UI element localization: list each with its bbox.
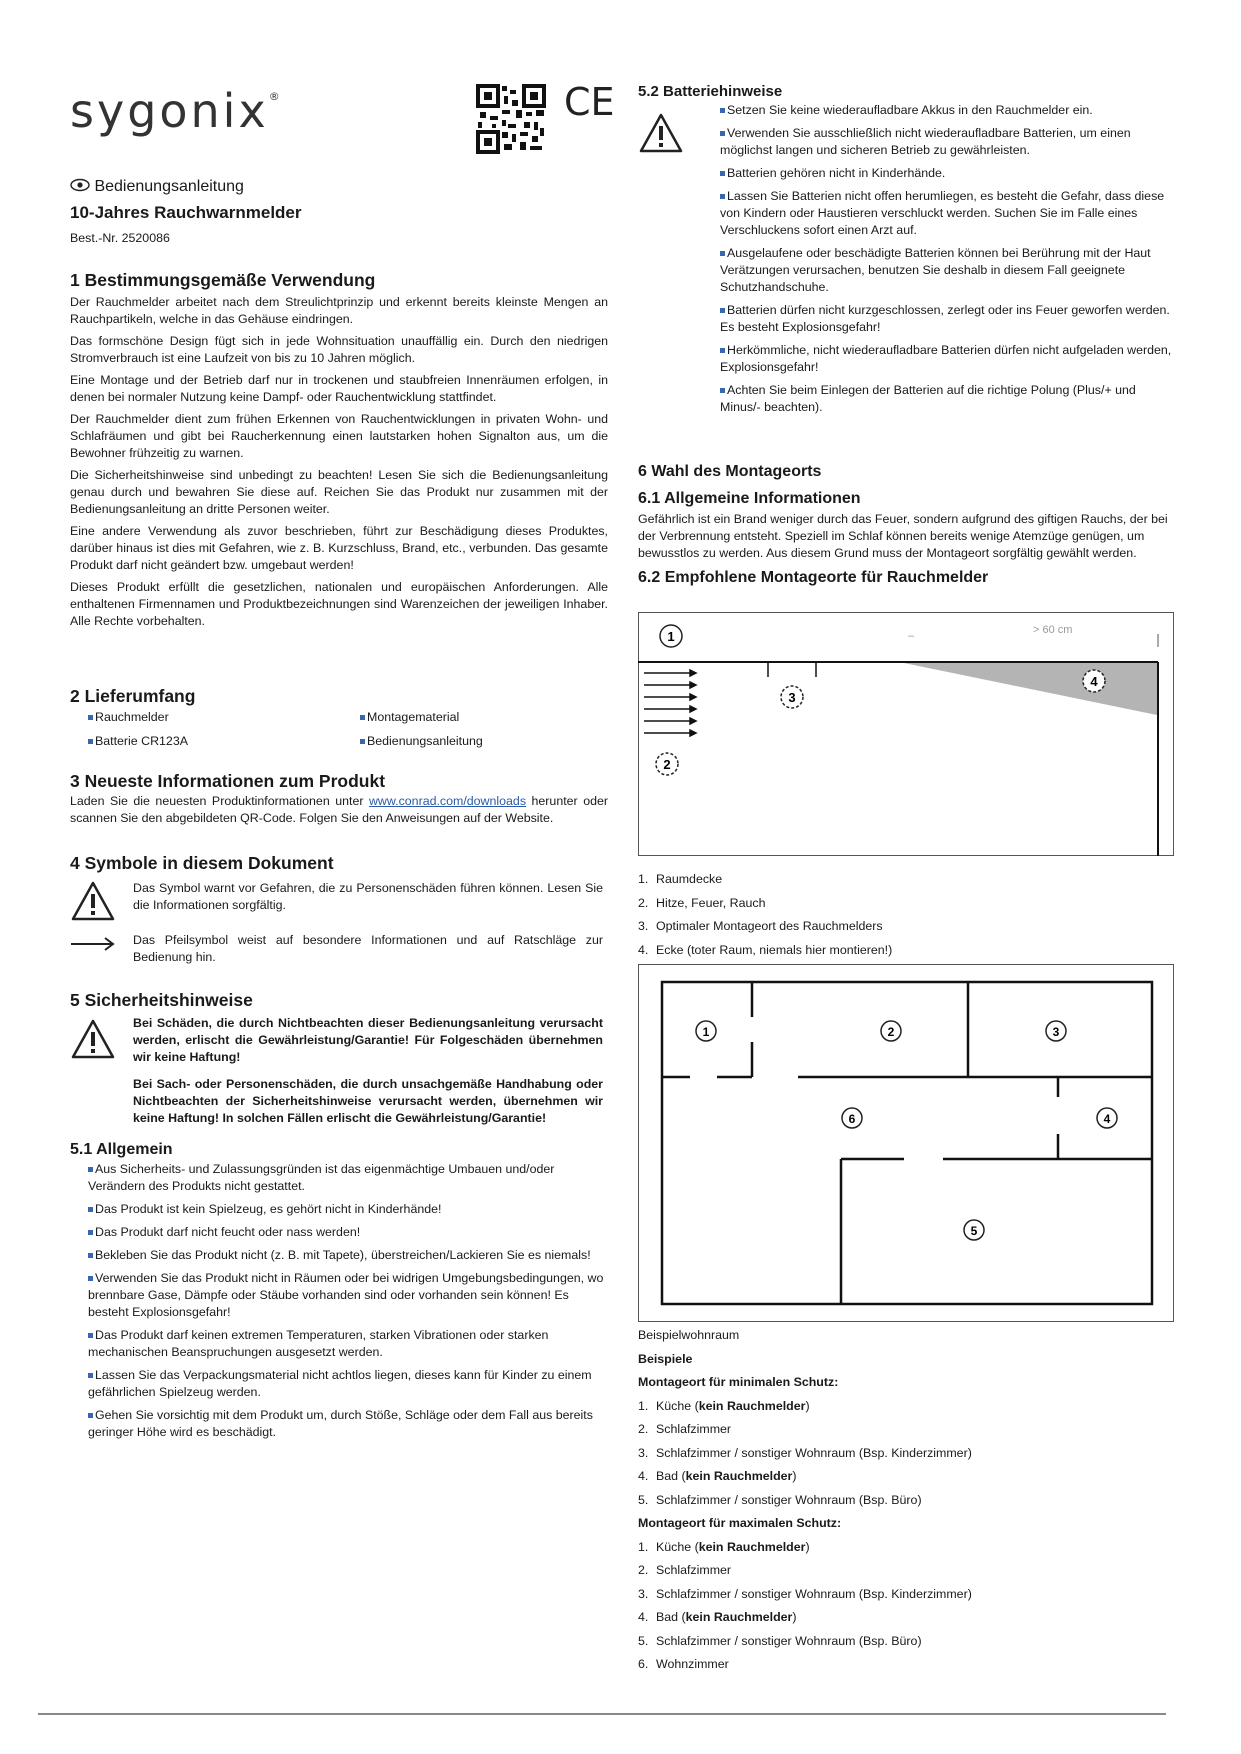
arrow-right-icon [70, 936, 116, 952]
section-5-2-heading: 5.2 Batteriehinweise [638, 83, 783, 100]
registered-mark: ® [268, 90, 283, 103]
min-item: 1. Küche (kein Rauchmelder) [638, 1398, 810, 1413]
legend-item: 2. Hitze, Feuer, Rauch [638, 895, 766, 910]
section-2 [70, 685, 608, 750]
max-item: 4. Bad (kein Rauchmelder) [638, 1610, 797, 1624]
room-marker-1 [696, 1021, 716, 1041]
brand-logo [70, 84, 283, 138]
section-4 [70, 852, 608, 964]
scope-item: Rauchmelder [88, 709, 360, 726]
section-5-2 [638, 82, 1178, 422]
section-4-heading: 4 Symbole in diesem Dokument [70, 853, 334, 873]
marker-1 [660, 625, 682, 647]
warning-icon [70, 880, 116, 922]
s3-para: Laden Sie die neuesten Produktinformationen unter www.conrad.com/downloads herunter oder scannen Sie den abgebildeten QR-Code. Folgen Sie den Anweisungen auf der Website. [70, 794, 608, 825]
general-item: Bekleben Sie das Produkt nicht (z. B. mit Tapete), überstreichen/Lackieren Sie es niemals! [88, 1247, 608, 1264]
dash-label: – [908, 630, 915, 642]
s1-para-5: Die Sicherheitshinweise sind unbedingt zu beachten! Lesen Sie sich die Bedienungsanleitung genau durch und bewahren Sie diese auf. Reichen Sie das Produkt nur zusammen mit der Bedienungsanleitung an dritte Personen weiter. [70, 468, 608, 516]
max-item: 1. Küche (kein Rauchmelder) [638, 1539, 810, 1554]
min-protection-heading: Montageort für minimalen Schutz: [638, 1375, 839, 1389]
battery-item: Batterien dürfen nicht kurzgeschlossen, zerlegt oder ins Feuer geworfen werden. Es besteht Explosionsgefahr! [720, 303, 1170, 334]
floor-plan-caption: Beispielwohnraum [638, 1328, 740, 1342]
svg-text:6: 6 [848, 1112, 856, 1126]
scope-item: Batterie CR123A [88, 733, 360, 750]
max-item: 6. Wohnzimmer [638, 1657, 729, 1671]
qr-code-icon [476, 84, 546, 154]
distance-label: > 60 cm [1033, 624, 1073, 636]
ceiling-diagram [638, 612, 1174, 856]
min-item: 4. Bad (kein Rauchmelder) [638, 1469, 797, 1483]
warning-icon [638, 112, 684, 154]
section-3 [70, 770, 608, 832]
general-item: Aus Sicherheits- und Zulassungsgründen ist das eigenmächtige Umbauen und/oder Verändern des Produkts nicht gestattet. [88, 1162, 555, 1193]
svg-text:5: 5 [970, 1224, 978, 1238]
max-protection-heading: Montageort für maximalen Schutz: [638, 1516, 842, 1530]
manual-label [70, 178, 244, 196]
marker-2 [656, 753, 678, 775]
min-item: 2. Schlafzimmer [638, 1422, 732, 1436]
s1-para-3: Eine Montage und der Betrieb darf nur in trockenen und staubfreien Innenräumen erfolgen, in denen bei normaler Nutzung keine Dampf- oder Rauchentwicklung stattfindet. [70, 373, 608, 404]
marker-4 [1083, 670, 1105, 692]
marker-3 [781, 686, 803, 708]
diagram1-legend [638, 868, 1178, 962]
order-number: Best.-Nr. 2520086 [70, 231, 170, 245]
svg-text:2: 2 [663, 757, 671, 772]
legend-item: 3. Optimaler Montageort des Rauchmelders [638, 919, 883, 933]
s5-bold-2: Bei Sach- oder Personenschäden, die durch unsachgemäße Handhabung oder Nichtbeachten der Sicherheitshinweise verursacht werden, übernehmen wir keine Haftung! In solchen Fällen erlischt die Gewährleistung/Garantie! [133, 1077, 603, 1125]
s1-para-4: Der Rauchmelder dient zum frühen Erkennen von Rauchentwicklungen in privaten Wohn- und Schlafräumen und gibt bei Raucherkennung einen lautstarken hohen Signalton aus, um die Bewohner frühzeitig zu warnen. [70, 412, 608, 460]
doc-title: 10-Jahres Rauchwarnmelder [70, 203, 302, 222]
max-item: 3. Schlafzimmer / sonstiger Wohnraum (Bsp. Kinderzimmer) [638, 1586, 972, 1601]
svg-text:1: 1 [667, 629, 675, 644]
battery-item: Achten Sie beim Einlegen der Batterien auf die richtige Polung (Plus/+ und Minus/- beachten). [720, 383, 1136, 414]
room-marker-4 [1097, 1108, 1117, 1128]
min-item: 5. Schlafzimmer / sonstiger Wohnraum (Bsp. Büro) [638, 1492, 922, 1507]
legend-item: 1. Raumdecke [638, 872, 723, 886]
downloads-link[interactable]: www.conrad.com/downloads [368, 794, 527, 808]
legend-item: 4. Ecke (toter Raum, niemals hier montieren!) [638, 942, 893, 957]
section-5 [70, 989, 608, 1125]
warning-icon [70, 1018, 116, 1060]
s1-para-6: Eine andere Verwendung als zuvor beschrieben, führt zur Beschädigung dieses Produktes, darüber hinaus ist dies mit Gefahren, wie z. B. Kurzschluss, Brand, etc., verbunden. Das gesamte Produkt darf nicht geändert bzw. umgebaut werden! [70, 524, 608, 572]
section-1-heading: 1 Bestimmungsgemäße Verwendung [70, 270, 376, 290]
section-6-2-heading: 6.2 Empfohlene Montageorte für Rauchmelder [638, 569, 989, 586]
section-1 [70, 269, 608, 635]
s4-warn-text: Das Symbol warnt vor Gefahren, die zu Personenschäden führen können. Lesen Sie die Informationen sorgfältig. [133, 881, 603, 912]
section-6 [638, 462, 1178, 588]
general-item: Das Produkt darf nicht feucht oder nass werden! [88, 1224, 608, 1241]
max-item: 2. Schlafzimmer [638, 1563, 732, 1577]
brand-name: sygonix [70, 84, 269, 138]
room-marker-2 [881, 1021, 901, 1041]
svg-text:3: 3 [1052, 1025, 1060, 1039]
svg-text:4: 4 [1090, 674, 1098, 689]
max-protection-list [638, 1536, 1178, 1677]
room-marker-3 [1046, 1021, 1066, 1041]
manual-label-text: Bedienungsanleitung [94, 178, 244, 195]
s4-arrow-text: Das Pfeilsymbol weist auf besondere Informationen und auf Ratschläge zur Bedienung hin. [133, 933, 603, 964]
general-item: Das Produkt darf keinen extremen Temperaturen, starken Vibrationen oder starken mechanischen Beanspruchungen ausgesetzt werden. [88, 1328, 549, 1359]
max-item: 5. Schlafzimmer / sonstiger Wohnraum (Bsp. Büro) [638, 1633, 922, 1648]
s1-para-1: Der Rauchmelder arbeitet nach dem Streulichtprinzip und erkennt bereits kleinste Mengen an Rauchpartikeln, welche in das Gehäuse eindringen. [70, 295, 608, 326]
section-5-1 [70, 1140, 608, 1447]
eye-icon [70, 178, 90, 192]
svg-text:3: 3 [788, 690, 796, 705]
battery-item: Herkömmliche, nicht wiederaufladbare Batterien dürfen nicht aufgeladen werden, Explosionsgefahr! [720, 343, 1172, 374]
battery-item: Batterien gehören nicht in Kinderhände. [720, 165, 1175, 182]
room-marker-6 [842, 1108, 862, 1128]
general-item: Das Produkt ist kein Spielzeug, es gehört nicht in Kinderhände! [88, 1201, 608, 1218]
general-item: Gehen Sie vorsichtig mit dem Produkt um, durch Stöße, Schläge oder dem Fall aus bereits geringer Höhe wird es beschädigt. [88, 1408, 593, 1439]
svg-text:4: 4 [1103, 1112, 1111, 1126]
battery-item: Verwenden Sie ausschließlich nicht wiederaufladbare Batterien, um einen möglichst langen und sicheren Betrieb zu gewährleisten. [720, 126, 1131, 157]
ce-mark: CE [564, 80, 615, 124]
battery-item: Lassen Sie Batterien nicht offen herumliegen, es besteht die Gefahr, dass diese von Kindern oder Haustieren verschluckt werden. Suchen Sie im Falle eines Verschluckens sofort einen Arzt auf. [720, 189, 1165, 237]
room-marker-5 [964, 1220, 984, 1240]
s5-bold-1: Bei Schäden, die durch Nichtbeachten dieser Bedienungsanleitung verursacht werden, erlischt die Gewährleistung/Garantie! Für Folgeschäden übernehmen wir keine Haftung! [133, 1016, 603, 1064]
examples-block [638, 1324, 1178, 1677]
section-3-heading: 3 Neueste Informationen zum Produkt [70, 771, 386, 791]
footer-divider [38, 1713, 1166, 1715]
section-5-1-heading: 5.1 Allgemein [70, 1141, 173, 1158]
svg-text:1: 1 [702, 1025, 710, 1039]
section-2-heading: 2 Lieferumfang [70, 686, 196, 706]
scope-item: Montagematerial [360, 709, 620, 726]
section-6-heading: 6 Wahl des Montageorts [638, 463, 822, 480]
examples-heading: Beispiele [638, 1351, 693, 1366]
min-item: 3. Schlafzimmer / sonstiger Wohnraum (Bsp. Kinderzimmer) [638, 1445, 972, 1460]
s1-para-7: Dieses Produkt erfüllt die gesetzlichen, nationalen und europäischen Anforderungen. Alle enthaltenen Firmennamen und Produktbezeichnungen sind Warenzeichen der jeweiligen Inhaber. Alle Rechte vorbehalten. [70, 580, 608, 628]
scope-item: Bedienungsanleitung [360, 733, 620, 750]
battery-item: Setzen Sie keine wiederaufladbare Akkus in den Rauchmelder ein. [720, 102, 1175, 119]
section-5-heading: 5 Sicherheitshinweise [70, 990, 253, 1010]
battery-item: Ausgelaufene oder beschädigte Batterien können bei Berührung mit der Haut Verätzungen verursachen, benutzen Sie deshalb in diesem Fall geeignete Schutzhandschuhe. [720, 246, 1151, 294]
floor-plan-diagram [638, 964, 1174, 1322]
s6-para: Gefährlich ist ein Brand weniger durch das Feuer, sondern aufgrund des giftigen Rauchs, der bei der Verbrennung entsteht. Speziell im Schlaf können bereits wenige Atemzüge genügen, um bewusstlos zu werden. Aus diesem Grund muss der Montageort sorgfältig gewählt werden. [638, 512, 1168, 560]
section-6-1-heading: 6.1 Allgemeine Informationen [638, 490, 861, 507]
general-item: Lassen Sie das Verpackungsmaterial nicht achtlos liegen, dieses kann für Kinder zu einem gefährlichen Spielzeug werden. [88, 1368, 592, 1399]
min-protection-list [638, 1395, 1178, 1513]
svg-text:2: 2 [887, 1025, 895, 1039]
s1-para-2: Das formschöne Design fügt sich in jede Wohnsituation unauffällig ein. Durch den niedrigen Stromverbrauch ist eine Laufzeit von bis zu 10 Jahren möglich. [70, 334, 608, 365]
general-item: Verwenden Sie das Produkt nicht in Räumen oder bei widrigen Umgebungsbedingungen, wo brennbare Gase, Dämpfe oder Stäube vorhanden sind oder vorhanden sein können! Es besteht Explosionsgefahr! [88, 1271, 604, 1319]
